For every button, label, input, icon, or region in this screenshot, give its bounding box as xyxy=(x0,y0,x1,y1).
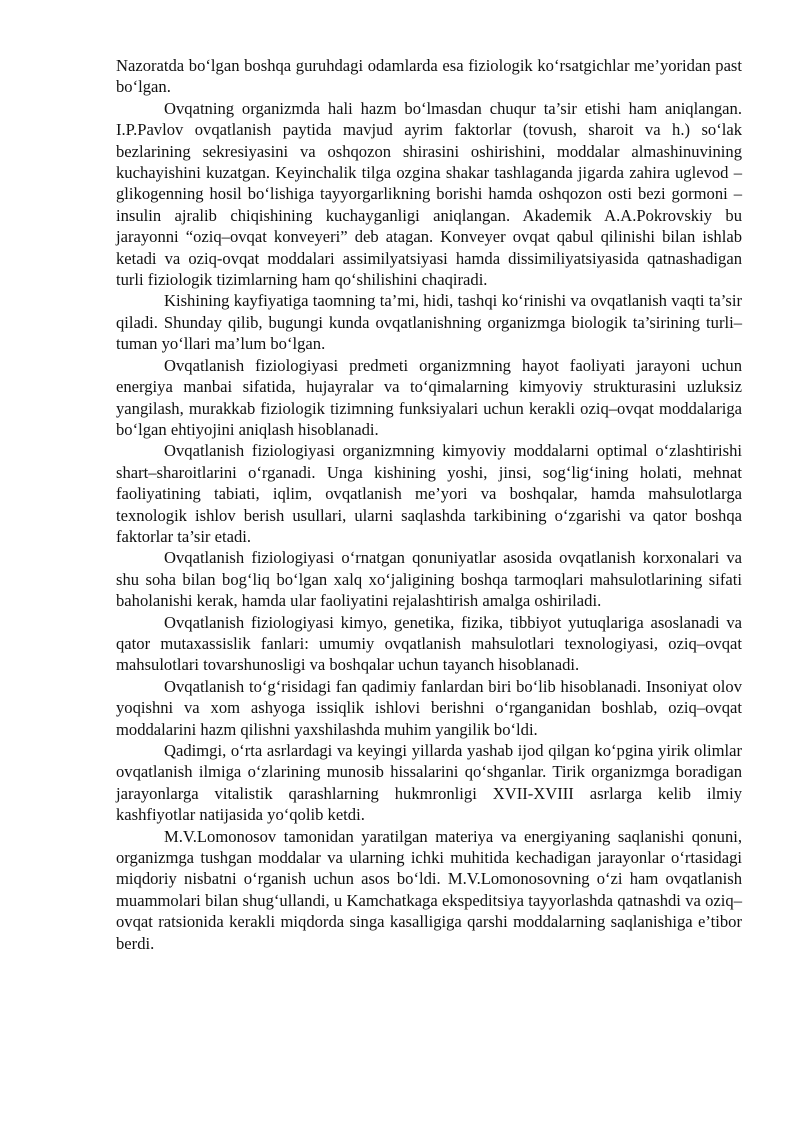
document-page xyxy=(116,55,742,954)
paragraph-lomonosov: M.V.Lomonosov tamonidan yaratilgan materiya va energiyaning saqlanishi qonuni, organizmga tushgan moddalar va ularning ichki muhitida kechadigan jarayonlar oʻrtasidagi miqdoriy nisbatni oʻrganish uchun asos boʻldi. M.V.Lomonosovning oʻzi ham ovqatlanish muammolari bilan shugʻullandi, u Kamchatkaga ekspeditsiya tayyorlashda qatnashdi va oziq–ovqat ratsionida kerakli miqdorda singa kasalligiga qarshi moddalarning saqlanishiga e’tibor berdi. xyxy=(116,826,742,953)
paragraph-subject: Ovqatlanish fiziologiyasi predmeti organizmning hayot faoliyati jarayoni uchun energiya manbai sifatida, hujayralar va toʻqimalarning kimyoviy strukturasini uzluksiz yangilash, murakkab fiziologik tizimning funksiyalari uchun kerakli oziq–ovqat moddalariga boʻlgan ehtiyojini aniqlash hisoblanadi. xyxy=(116,355,742,439)
paragraph-conditions: Ovqatlanish fiziologiyasi organizmning kimyoviy moddalarni optimal oʻzlashtirishi shart–sharoitlarini oʻrganadi. Unga kishining yoshi, jinsi, sogʻligʻining holati, mehnat faoliyatining tabiati, iqlim, ovqatlanish me’yori va boshqalar, hamda mahsulotlarga texnologik ishlov berish usullari, ularni saqlashda tarkibining oʻzgarishi va qator boshqa faktorlar ta’sir etadi. xyxy=(116,441,742,546)
paragraph-scientists: Qadimgi, oʻrta asrlardagi va keyingi yillarda yashab ijod qilgan koʻpgina yirik olimlar ovqatlanish ilmiga oʻzlarining munosib hissalarini qoʻshganlar. Tirik organizmga boradigan jarayonlarga vitalistik qarashlarning hukmronligi XVII-XVIII asrlarga kelib ilmiy kashfiyotlar natijasida yoʻqolib ketdi. xyxy=(116,741,742,825)
paragraph-food-effects: Ovqatning organizmda hali hazm boʻlmasdan chuqur ta’sir etishi ham aniqlangan. I.P.Pavlov ovqatlanish paytida mavjud ayrim faktorlar (tovush, sharoit va h.) soʻlak bezlarining sekresiyasini va oshqozon shirasini oshirishini, moddalar almashinuvining kuchayishini kuzatgan. Keyinchalik tilga ozgina shakar tashlaganda jigarda zahira uglevod – glikogenning hosil boʻlishiga tayyorgarlikning borishi hamda oshqozon osti bezi gormoni – insulin ajralib chiqishining kuchayganligi aniqlangan. Akademik A.A.Pokrovskiy bu jarayonni “oziq–ovqat konveyeri” deb atagan. Konveyer ovqat qabul qilinishi bilan ishlab ketadi va oziq-ovqat moddalari assimilyatsiyasi hamda dissimiliyatsiyasida qatnashadigan turli fiziologik tizimlarning ham qoʻshilishini chaqiradi. xyxy=(116,98,742,290)
paragraph-mood: Kishining kayfiyatiga taomning ta’mi, hidi, tashqi koʻrinishi va ovqatlanish vaqti ta’sir qiladi. Shunday qilib, bugungi kunda ovqatlanishning organizmga biologik ta’sirining turli–tuman yoʻllari ma’lum boʻlgan. xyxy=(116,291,742,354)
paragraph-foundations: Ovqatlanish fiziologiyasi kimyo, genetika, fizika, tibbiyot yutuqlariga asoslanadi va qator mutaxassislik fanlari: umumiy ovqatlanish mahsulotlari texnologiyasi, oziq–ovqat mahsulotlari tovarshunosligi va boshqalar uchun tayanch hisoblanadi. xyxy=(116,612,742,675)
paragraph-enterprises: Ovqatlanish fiziologiyasi oʻrnatgan qonuniyatlar asosida ovqatlanish korxonalari va shu soha bilan bogʻliq boʻlgan xalq xoʻjaligining boshqa tarmoqlari mahsulotlarining sifati baholanishi kerak, hamda ular faoliyatini rejalashtirish amalga oshiriladi. xyxy=(116,548,742,611)
paragraph-ancient-science: Ovqatlanish toʻgʻrisidagi fan qadimiy fanlardan biri boʻlib hisoblanadi. Insoniyat olov yoqishni va xom ashyoga issiqlik ishlovi berishni oʻrganganidan boshlab, oziq–ovqat moddalarini hazm qilishni yaxshilashda muhim yangilik boʻldi. xyxy=(116,676,742,739)
paragraph-continuation: Nazoratda boʻlgan boshqa guruhdagi odamlarda esa fiziologik koʻrsatgichlar me’yoridan past boʻlgan. xyxy=(116,56,742,97)
